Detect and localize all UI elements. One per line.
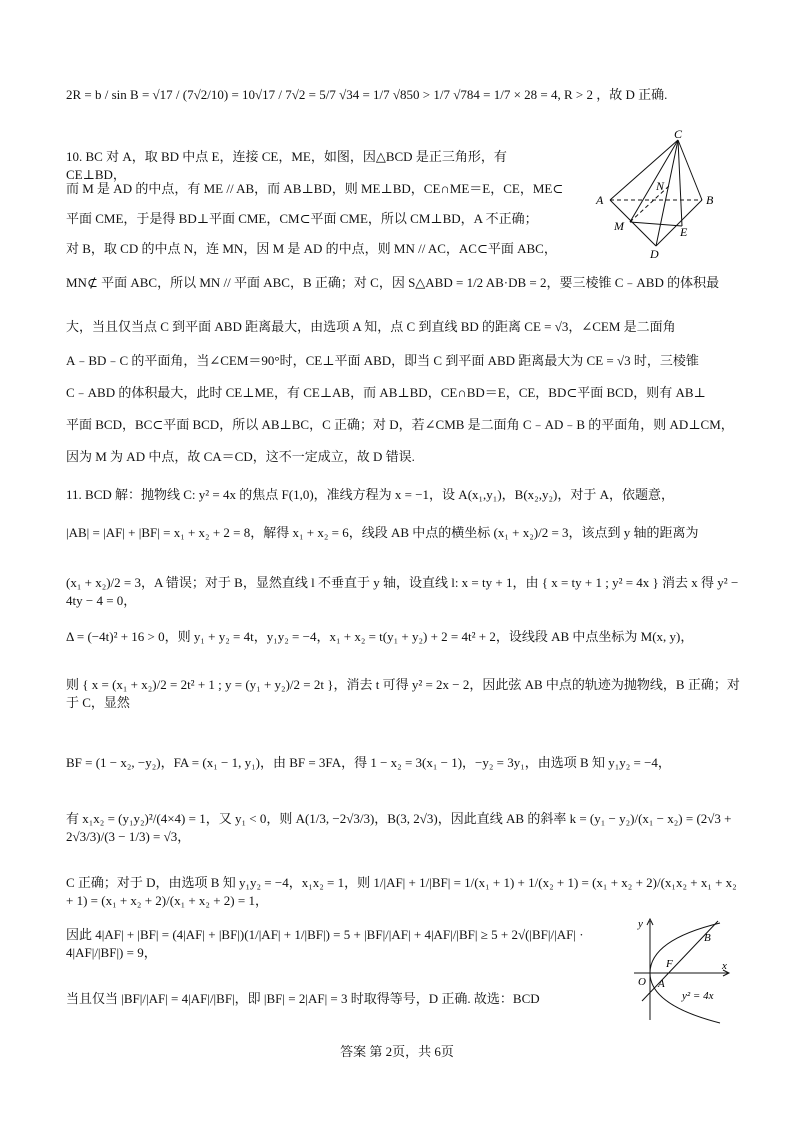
fig1-label-c: C <box>674 130 683 141</box>
text-line-6: MN⊄ 平面 ABC，所以 MN // 平面 ABC，B 正确；对 C，因 S△ABD = 1/2 AB·DB = 2，要三棱锥 C﹣ABD 的体积最 <box>66 275 720 290</box>
text-line-16: 则 { x = (x₁ + x₂)/2 = 2t² + 1 ; y = (y₁ + y₂)/2 = 2t }，消去 t 可得 y² = 2x − 2，因此弦 AB 中点的轨迹为抛物线，B 正确；对于 C，显然 <box>66 677 740 710</box>
text-line-15: Δ = (−4t)² + 16 > 0，则 y₁ + y₂ = 4t，y₁y₂ = −4，x₁ + x₂ = t(y₁ + y₂) + 2 = 4t² + 2，设线段 AB 中点坐标为 M(x, y)， <box>66 629 694 644</box>
text-line-14: (x₁ + x₂)/2 = 3，A 错误；对于 B，显然直线 l 不垂直于 y 轴，设直线 l: x = ty + 1，由 { x = ty + 1 ; y² = 4x } 消去 x 得 y² − 4ty − 4 = 0， <box>66 575 739 608</box>
fig2-label-f: F <box>666 958 673 970</box>
parabola-figure <box>630 915 735 1025</box>
fig2-label-y: y <box>638 918 643 930</box>
text-line-12: 11. BCD 解：抛物线 C: y² = 4x 的焦点 F(1,0)，准线方程为 x = −1，设 A(x₁,y₁)，B(x₂,y₂)，对于 A，依题意， <box>66 487 674 502</box>
text-line-7: 大，当且仅当点 C 到平面 ABD 距离最大，由选项 A 知，点 C 到直线 BD 的距离 CE = √3，∠CEM 是二面角 <box>66 319 676 334</box>
fig1-label-a: A <box>596 193 604 207</box>
text-line-2: 10. BC 对 A，取 BD 中点 E，连接 CE，ME，如图，因△BCD 是正三角形，有 CE⊥BD， <box>66 149 507 182</box>
text-line-11: 因为 M 为 AD 中点，故 CA＝CD，这不一定成立，故 D 错误. <box>66 449 415 464</box>
text-line-10: 平面 BCD，BC⊂平面 BCD，所以 AB⊥BC，C 正确；对 D，若∠CMB 是二面角 C﹣AD﹣B 的平面角，则 AD⊥CM， <box>66 417 734 432</box>
text-line-8: A﹣BD﹣C 的平面角，当∠CEM＝90°时，CE⊥平面 ABD，即当 C 到平面 ABD 距离最大为 CE = √3 时，三棱锥 <box>66 353 699 368</box>
page-footer: 答案 第 2页，共 6页 <box>340 1044 454 1059</box>
text-line-21: 当且仅当 |BF|/|AF| = 4|AF|/|BF|，即 |BF| = 2|AF| = 3 时取得等号，D 正确. 故选：BCD <box>66 991 540 1006</box>
text-line-13: |AB| = |AF| + |BF| = x₁ + x₂ + 2 = 8，解得 x₁ + x₂ = 6，线段 AB 中点的横坐标 (x₁ + x₂)/2 = 3，该点到 y 轴的距离为 <box>66 525 699 540</box>
fig2-label-a: A <box>658 978 665 990</box>
fig1-label-m: M <box>614 219 624 233</box>
fig2-label-b: B <box>704 932 711 944</box>
text-line-20: 因此 4|AF| + |BF| = (4|AF| + |BF|)(1/|AF| + 1/|BF|) = 5 + |BF|/|AF| + 4|AF|/|BF| ≥ 5 + 2√(|BF|/|AF| · 4|AF|/|BF|) = 9， <box>66 927 584 960</box>
text-line-4: 平面 CME，于是得 BD⊥平面 CME，CM⊂平面 CME，所以 CM⊥BD，A 不正确； <box>66 211 538 226</box>
text-line-3: 而 M 是 AD 的中点，有 ME // AB，而 AB⊥BD，则 ME⊥BD，CE∩ME＝E，CE，ME⊂ <box>66 181 564 196</box>
text-line-5: 对 B，取 CD 的中点 N，连 MN，因 M 是 AD 的中点，则 MN // AC，AC⊂平面 ABC， <box>66 241 557 256</box>
fig1-label-e: E <box>680 225 688 239</box>
text-line-1: 2R = b / sin B = √17 / (7√2/10) = 10√17 / 7√2 = 5/7 √34 = 1/7 √850 > 1/7 √784 = 1/7 × 28 = 4, R > 2 ，故 D 正确. <box>66 87 668 102</box>
fig1-label-b: B <box>706 193 714 207</box>
text-line-18: 有 x₁x₂ = (y₁y₂)²/(4×4) = 1，又 y₁ < 0，则 A(1/3, −2√3/3)，B(3, 2√3)，因此直线 AB 的斜率 k = (y₁ − y₂)/(x₁ − x₂) = (2√3 + 2√3/3)/(3 − 1/3) = √3， <box>66 811 732 844</box>
fig2-curve-equation: y² = 4x <box>682 990 714 1002</box>
fig2-label-o: O <box>638 976 646 988</box>
fig1-label-d: D <box>650 247 659 260</box>
fig1-label-n: N <box>656 179 665 193</box>
fig2-label-x: x <box>722 960 727 972</box>
tetrahedron-figure <box>590 130 730 260</box>
text-line-19: C 正确；对于 D，由选项 B 知 y₁y₂ = −4，x₁x₂ = 1，则 1/|AF| + 1/|BF| = 1/(x₁ + 1) + 1/(x₂ + 1) = (x₁ + x₂ + 2)/(x₁x₂ + x₁ + x₂ + 1) = (x₁ + x₂ + 2)/(x₁ + x₂ + 2) = 1， <box>66 875 737 908</box>
text-line-9: C﹣ABD 的体积最大，此时 CE⊥ME，有 CE⊥AB，而 AB⊥BD，CE∩BD＝E，CE，BD⊂平面 BCD，则有 AB⊥ <box>66 385 706 400</box>
text-line-17: BF = (1 − x₂, −y₂)，FA = (x₁ − 1, y₁)，由 BF = 3FA，得 1 − x₂ = 3(x₁ − 1)，−y₂ = 3y₁，由选项 B 知 y₁y₂ = −4， <box>66 755 671 770</box>
